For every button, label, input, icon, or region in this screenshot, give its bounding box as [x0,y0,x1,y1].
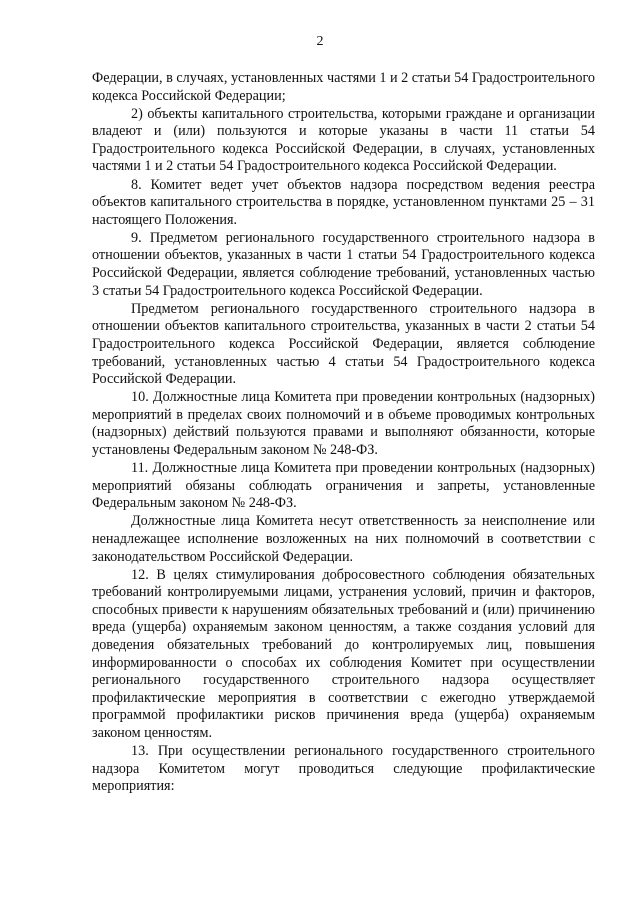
paragraph-4: 9. Предметом регионального государственного строительного надзора в отношении объектов, указанных в части 1 статьи 54 Градостроительного кодекса Российской Федерации, является соблюдение требований, установленных частью 3 статьи 54 Градостроительного кодекса Российской Федерации. [92,229,595,299]
document-body [92,70,595,796]
paragraph-6: 10. Должностные лица Комитета при проведении контрольных (надзорных) мероприятий в пределах своих полномочий и в объеме проводимых контрольных (надзорных) действий пользуются правами и выполняют обязанности, которые установлены Федеральным законом № 248-ФЗ. [92,389,595,458]
paragraph-10: 13. При осуществлении регионального государственного строительного надзора Комитетом могут проводиться следующие профилактические мероприятия: [92,743,595,795]
paragraph-7: 11. Должностные лица Комитета при проведении контрольных (надзорных) мероприятий обязаны соблюдать ограничения и запреты, установленные Федеральным законом № 248-ФЗ. [92,460,595,512]
paragraph-8: Должностные лица Комитета несут ответственность за неисполнение или ненадлежащее исполнение возложенных на них полномочий в соответствии с законодательством Российской Федерации. [92,513,595,565]
page-number: 2 [316,34,324,49]
paragraph-1: Федерации, в случаях, установленных частями 1 и 2 статьи 54 Градостроительного кодекса Российской Федерации; [92,70,596,104]
paragraph-9: 12. В целях стимулирования добросовестного соблюдения обязательных требований контролируемыми лицами, устранения условий, причин и факторов, способных привести к нарушениям обязательных требований и (или) причинению вреда (ущерба) охраняемым законом ценностям, а также создания условий для доведения обязательных требований до контролируемых лиц, повышения информированности о способах их соблюдения Комитет при осуществлении регионального государственного строительного надзора осуществляет профилактические мероприятия в соответствии с ежегодно утверждаемой программой профилактики рисков причинения вреда (ущерба) охраняемым законом ценностям. [92,566,595,741]
paragraph-5: Предметом регионального государственного строительного надзора в отношении объектов капитального строительства, указанных в части 2 статьи 54 Градостроительного кодекса Российской Федерации, является соблюдение требований, установленных частью 4 статьи 54 Градостроительного кодекса Российской Федерации. [92,300,595,388]
paragraph-3: 8. Комитет ведет учет объектов надзора посредством ведения реестра объектов капитального строительства в порядке, установленном пунктами 25 – 31 настоящего Положения. [92,176,595,228]
paragraph-2: 2) объекты капитального строительства, которыми граждане и организации владеют и (или) пользуются и которые указаны в части 11 статьи 54 Градостроительного кодекса Российской Федерации, в случаях, установленных частями 1 и 2 статьи 54 Градостроительного кодекса Российской Федерации. [92,105,595,175]
